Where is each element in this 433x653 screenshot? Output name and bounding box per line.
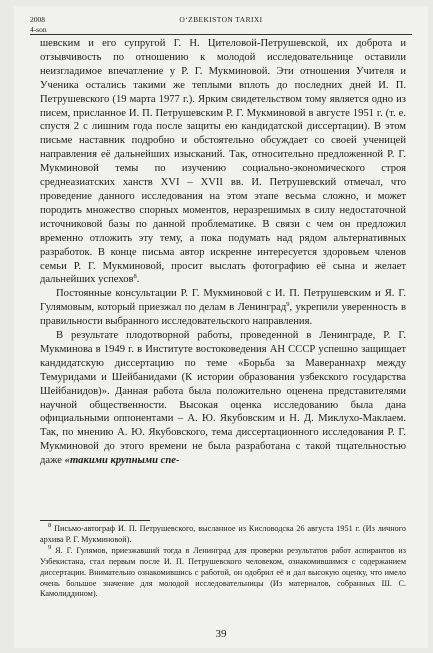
paragraph-3-text: В результате плодотворной работы, проведенной в Ленинграде, Р. Г. Мукминова в 1949 г. в Институте востоковедения АН СССР успешно защищает кандидатскую диссертацию по теме «Борьба за Мавераннахр между Темуридами и Шейбанидами (К истории образования узбекского государства Шейбанидов)». Данная работа была положительно оценена представителями научной общественности. Высокая оценка исследованию была дана официальными оппонентами – А. Ю. Якубовским и Н. Д. Миклухо-Маклаем. Так, по мнению А. Ю. Якубовского, тема диссертационного исследования Р. Г. Мукминовой до этого времени не была разработана с такой тщательностью даже xyxy=(40,330,406,467)
document-page xyxy=(14,6,428,648)
paragraph-2 xyxy=(40,287,406,329)
article-body xyxy=(40,37,406,468)
paragraph-3-emphasis: «такими крупными спе- xyxy=(64,455,180,467)
footnote-8 xyxy=(40,524,406,545)
paragraph-1-text: шевским и его супругой Г. Н. Цителовой-Петрушевской, их доброта и отзывчивость по отношению к молодой исследовательнице оставили неизгладимое впечатление у Р. Г. Мукминовой. Эти отношения Учителя и Ученика остались такими же теплыми вплоть до последних дней И. П. Петрушевского (19 марта 1977 г.). Ярким свидетельством тому является одно из писем, присланное И. П. Петрушевским Р. Г. Мукминовой в августе 1951 г. (т. е. спустя 2 с лишним года после защиты ею кандидатской диссертации). В этом письме наставник подробно и обстоятельно обсуждает со своей ученицей направления её дальнейших изысканий. Так, относительно предложенной Р. Г. Мукминовой темы по изучению социально-экономического строя среднеазиатских ханств XVI – XVII вв. И. Петрушевский отмечал, что проведение данного исследования на этом этапе весьма сложно, и может породить множество спорных моментов, неразрешимых в силу недостаточной источниковой базы по данной проблематике. В связи с чем он предложил временно отложить эту тему, а пока подумать над рядом альтернативных разработок. В конце письма автор искренне интересуется здоровьем членов семьи Р. Г. Мукминовой, просит выслать фотографию её сына и желает дальнейших успехов xyxy=(40,38,406,286)
footnote-9-text: Я. Г. Гулямов, приезжавший тогда в Ленинград для проверки результатов работ аспирантов из Узбекистана, стал первым после И. П. Петрушевского человеком, ознакомившимся с содержанием диссертации. Внимательно ознакомившись с работой, он одобрил её и дал высокую оценку, что имело очень большое значение для молодой исследовательницы (Из материалов, собранных Ш. С. Камолиддином). xyxy=(40,546,406,599)
header-journal-title: O‘ZBEKISTON TARIXI xyxy=(179,15,263,24)
paragraph-2-text: Постоянные консультации Р. Г. Мукминовой с И. П. Петрушевским и Я. Г. Гулямовым, который приезжал по делам в Ленинград xyxy=(40,288,406,314)
paragraph-1-end: . xyxy=(136,274,140,286)
paragraph-3 xyxy=(40,329,406,468)
paragraph-2-tail: , укрепили уверенность в правильности выбранного исследовательского направления. xyxy=(40,302,406,328)
footnote-9 xyxy=(40,546,406,600)
header-rule xyxy=(30,34,412,35)
footnote-8-number: 8 xyxy=(48,522,52,529)
footnote-rule xyxy=(40,520,150,521)
footnote-8-text: Письмо-автограф И. П. Петрушевского, высланное из Кисловодска 26 августа 1951 г. (Из личного архива Р. Г. Мукминовой). xyxy=(40,524,407,544)
page-number: 39 xyxy=(215,628,227,640)
footnotes xyxy=(40,520,406,601)
footnote-ref-9: 9 xyxy=(286,301,290,309)
header-issue: 4-son xyxy=(30,25,47,34)
footnote-ref-8: 8 xyxy=(133,273,137,281)
header-year: 2008 xyxy=(30,15,45,24)
footnote-9-number: 9 xyxy=(48,544,52,552)
paragraph-1 xyxy=(40,37,406,287)
running-header xyxy=(30,14,412,32)
